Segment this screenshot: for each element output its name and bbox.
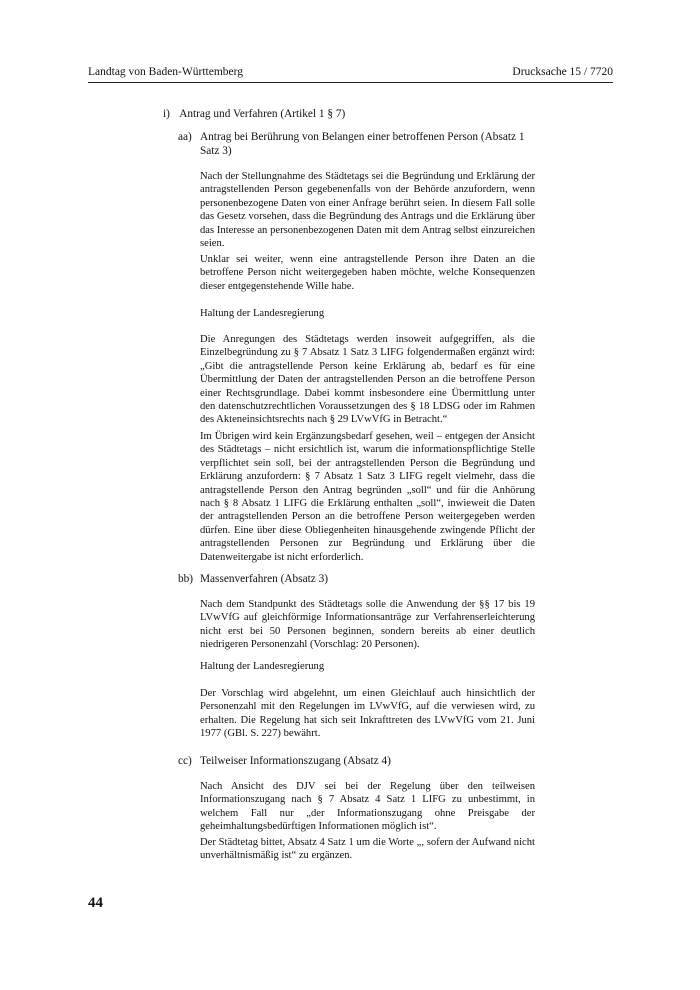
section-i-label: i) [163, 108, 170, 120]
cc-paragraph-1: Nach Ansicht des DJV sei bei der Regelung über den teilweisen Informationszugang nach § 7 Absatz 4 Satz 1 LIFG zu unbestimmt, in welchem Fall nur „der Informationszugang ohne Preisgabe der geheimhaltungsbedürftigen Informationen möglich ist“. [200, 781, 535, 833]
subsection-bb-label: bb) [178, 573, 194, 585]
bb-haltung-heading: Haltung der Landesregierung [200, 661, 325, 672]
aa-paragraph-2: Unklar sei weiter, wenn eine antragstellende Person ihre Daten an die betroffene Person nicht weitergegeben haben möchte, welche Konsequenzen dieser entgegenstehende Wille habe. [200, 254, 535, 292]
header-rule [88, 82, 613, 83]
bb-paragraph-2: Der Vorschlag wird abgelehnt, um einen Gleichlauf auch hinsichtlich der Personenzahl mit den Regelungen im LVwVfG, auf die verwiesen wird, zu erhalten. Die Regelung hat sich seit Inkrafttreten des LVwVfG vom 21. Juni 1977 (GBl. S. 227) bewährt. [200, 688, 535, 740]
subsection-cc-label: cc) [178, 755, 192, 767]
subsection-bb-title: Massenverfahren (Absatz 3) [200, 573, 328, 585]
subsection-cc-title: Teilweiser Informationszugang (Absatz 4) [200, 755, 391, 767]
section-i-heading [163, 108, 345, 120]
cc-paragraph-2: Der Städtetag bittet, Absatz 4 Satz 1 um die Worte „, sofern der Aufwand nicht unverhältnismäßig ist“ zu ergänzen. [200, 837, 535, 862]
section-i-title: Antrag und Verfahren (Artikel 1 § 7) [179, 108, 346, 120]
bb-paragraph-1: Nach dem Standpunkt des Städtetags solle die Anwendung der §§ 17 bis 19 LVwVfG auf gleichförmige Informationsanträge zur Verfahrenserleichterung nicht erst bei 50 Personen beginnen, sondern bereits ab einer deutlich niedrigeren Personenzahl (Vorschlag: 20 Personen). [200, 599, 535, 651]
header-right: Drucksache 15 / 7720 [512, 66, 613, 78]
aa-haltung-heading: Haltung der Landesregierung [200, 308, 325, 319]
aa-paragraph-3: Die Anregungen des Städtetags werden insoweit aufgegriffen, als die Einzelbegründung zu § 7 Absatz 1 Satz 3 LIFG folgendermaßen ergänzt wird: „Gibt die antragstellende Person keine Erklärung ab, bedarf es für eine Übermittlung der Daten der antragstellenden Person an die betroffene Person einer Rechtsgrundlage. Dabei kommt insbesondere eine Übermittlung unter den datenschutzrechtlichen Voraussetzungen des § 18 LDSG oder im Rahmen des Akteneinsichtsrechts nach § 29 LVwVfG in Betracht.“ [200, 334, 535, 426]
aa-paragraph-1: Nach der Stellungnahme des Städtetags sei die Begründung und Erklärung der antragstellenden Person gegebenenfalls von der Behörde anzufordern, wenn personenbezogene Daten von einer Anfrage berührt seien. In diesem Fall solle das Gesetz vorsehen, dass die Begründung des Antrags und die Erklärung über das Interesse an personenbezogenen Daten mit dem Antrag selbst einzureichen seien. [200, 171, 535, 250]
page-number: 44 [88, 895, 103, 911]
subsection-aa-label: aa) [178, 131, 192, 143]
page-header [88, 66, 613, 82]
aa-paragraph-4: Im Übrigen wird kein Ergänzungsbedarf gesehen, weil – entgegen der Ansicht des Städtetags – nicht ersichtlich ist, warum die informationspflichtige Stelle verpflichtet sein soll, bei der antragstellenden Person die Begründung und Erklärung anzufordern: § 7 Absatz 1 Satz 3 LIFG regelt vielmehr, dass die antragstellende Person den Antrag begründen „soll“ und für die Anhörung nach § 8 Absatz 1 LIFG die Erklärung enthalten „soll“, inwieweit die Daten der antragstellenden Person an die betroffene Person weitergegeben werden dürfen. Eine über diese Obliegenheiten hinausgehende zwingende Pflicht der antragstellenden Personen zur Begründung und Erklärung über die Datenweitergabe ist nicht erforderlich. [200, 431, 535, 563]
header-left: Landtag von Baden-Württemberg [88, 66, 243, 78]
subsection-aa-title: Antrag bei Berührung von Belangen einer betroffenen Person (Absatz 1 Satz 3) [200, 131, 525, 157]
